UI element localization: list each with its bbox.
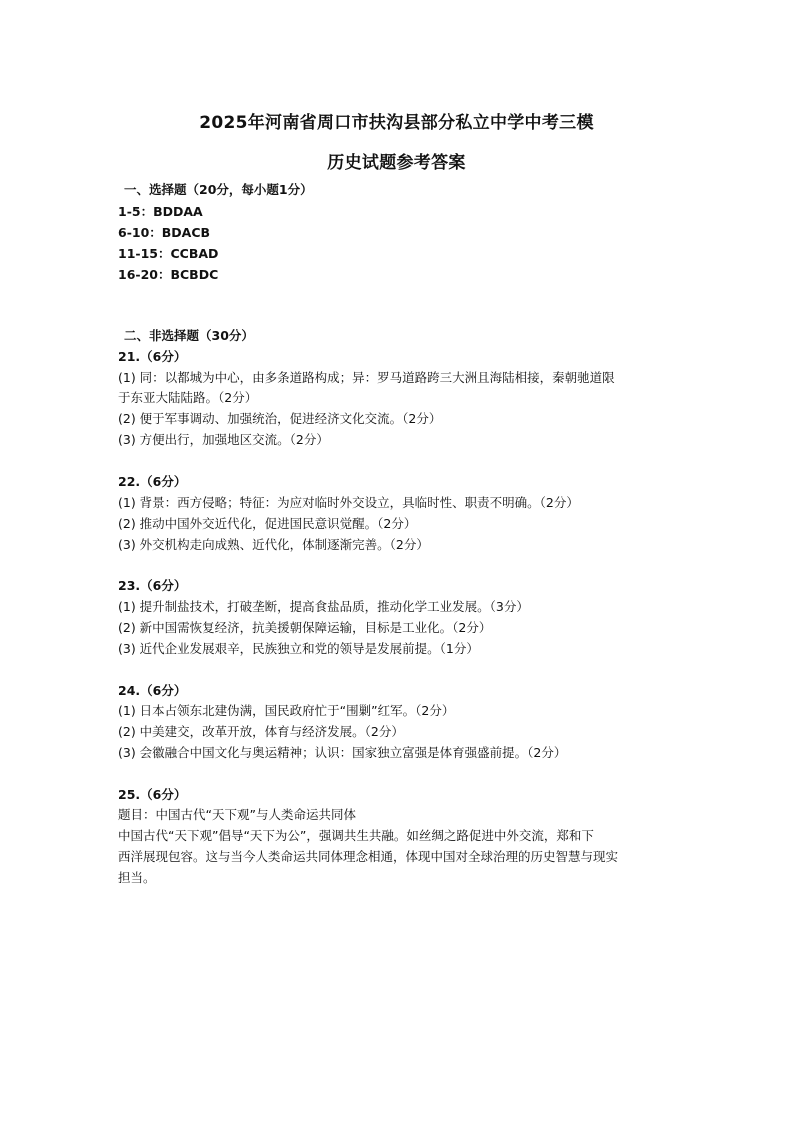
question-23-line: (1) 提升制盐技术，打破垄断，提高食盐品质，推动化学工业发展。（3分）	[118, 599, 529, 614]
document-subtitle: 历史试题参考答案	[327, 153, 466, 173]
choice-answers-6-10: 6-10：BDACB	[118, 225, 211, 240]
question-25-line: 中国古代“天下观”倡导“天下为公”，强调共生共融。如丝绸之路促进中外交流，郑和下	[118, 828, 594, 843]
question-21-line: (3) 方便出行，加强地区交流。（2分）	[118, 432, 329, 447]
section-heading-choice: 一、选择题（20分，每小题1分）	[124, 182, 313, 197]
document-title: 2025年河南省周口市扶沟县部分私立中学中考三模	[199, 113, 594, 133]
question-22-line: (2) 推动中国外交近代化，促进国民意识觉醒。（2分）	[118, 516, 417, 531]
question-22-line: (1) 背景：西方侵略；特征：为应对临时外交设立，具临时性、职责不明确。（2分）	[118, 495, 579, 510]
question-21-line: (2) 便于军事调动、加强统治，促进经济文化交流。（2分）	[118, 411, 442, 426]
question-24-line: (3) 会徽融合中国文化与奥运精神；认识：国家独立富强是体育强盛前提。（2分）	[118, 745, 567, 760]
question-23-head: 23.（6分）	[118, 578, 187, 593]
question-21-line: 于东亚大陆陆路。（2分）	[118, 390, 258, 405]
choice-answers-16-20: 16-20：BCBDC	[118, 267, 219, 282]
question-22-head: 22.（6分）	[118, 474, 187, 489]
question-24-line: (1) 日本占领东北建伪满，国民政府忙于“围剿”红军。（2分）	[118, 703, 455, 718]
question-22-line: (3) 外交机构走向成熟、近代化，体制逐渐完善。（2分）	[118, 537, 429, 552]
question-25-line: 题目：中国古代“天下观”与人类命运共同体	[118, 807, 356, 822]
question-23-line: (2) 新中国需恢复经济，抗美援朝保障运输，目标是工业化。（2分）	[118, 620, 492, 635]
choice-answers-11-15: 11-15：CCBAD	[118, 246, 219, 261]
question-25-line: 担当。	[118, 870, 156, 885]
choice-answers-1-5: 1-5：BDDAA	[118, 204, 203, 219]
question-24-line: (2) 中美建交，改革开放，体育与经济发展。（2分）	[118, 724, 404, 739]
question-25-head: 25.（6分）	[118, 787, 187, 802]
question-23-line: (3) 近代企业发展艰辛，民族独立和党的领导是发展前提。（1分）	[118, 641, 479, 656]
question-24-head: 24.（6分）	[118, 683, 187, 698]
question-21-line: (1) 同：以都城为中心，由多条道路构成；异：罗马道路跨三大洲且海陆相接，秦朝驰道限	[118, 370, 615, 385]
question-25-line: 西洋展现包容。这与当今人类命运共同体理念相通，体现中国对全球治理的历史智慧与现实	[118, 849, 619, 864]
section-heading-nonchoice: 二、非选择题（30分）	[124, 328, 254, 343]
question-21-head: 21.（6分）	[118, 349, 187, 364]
